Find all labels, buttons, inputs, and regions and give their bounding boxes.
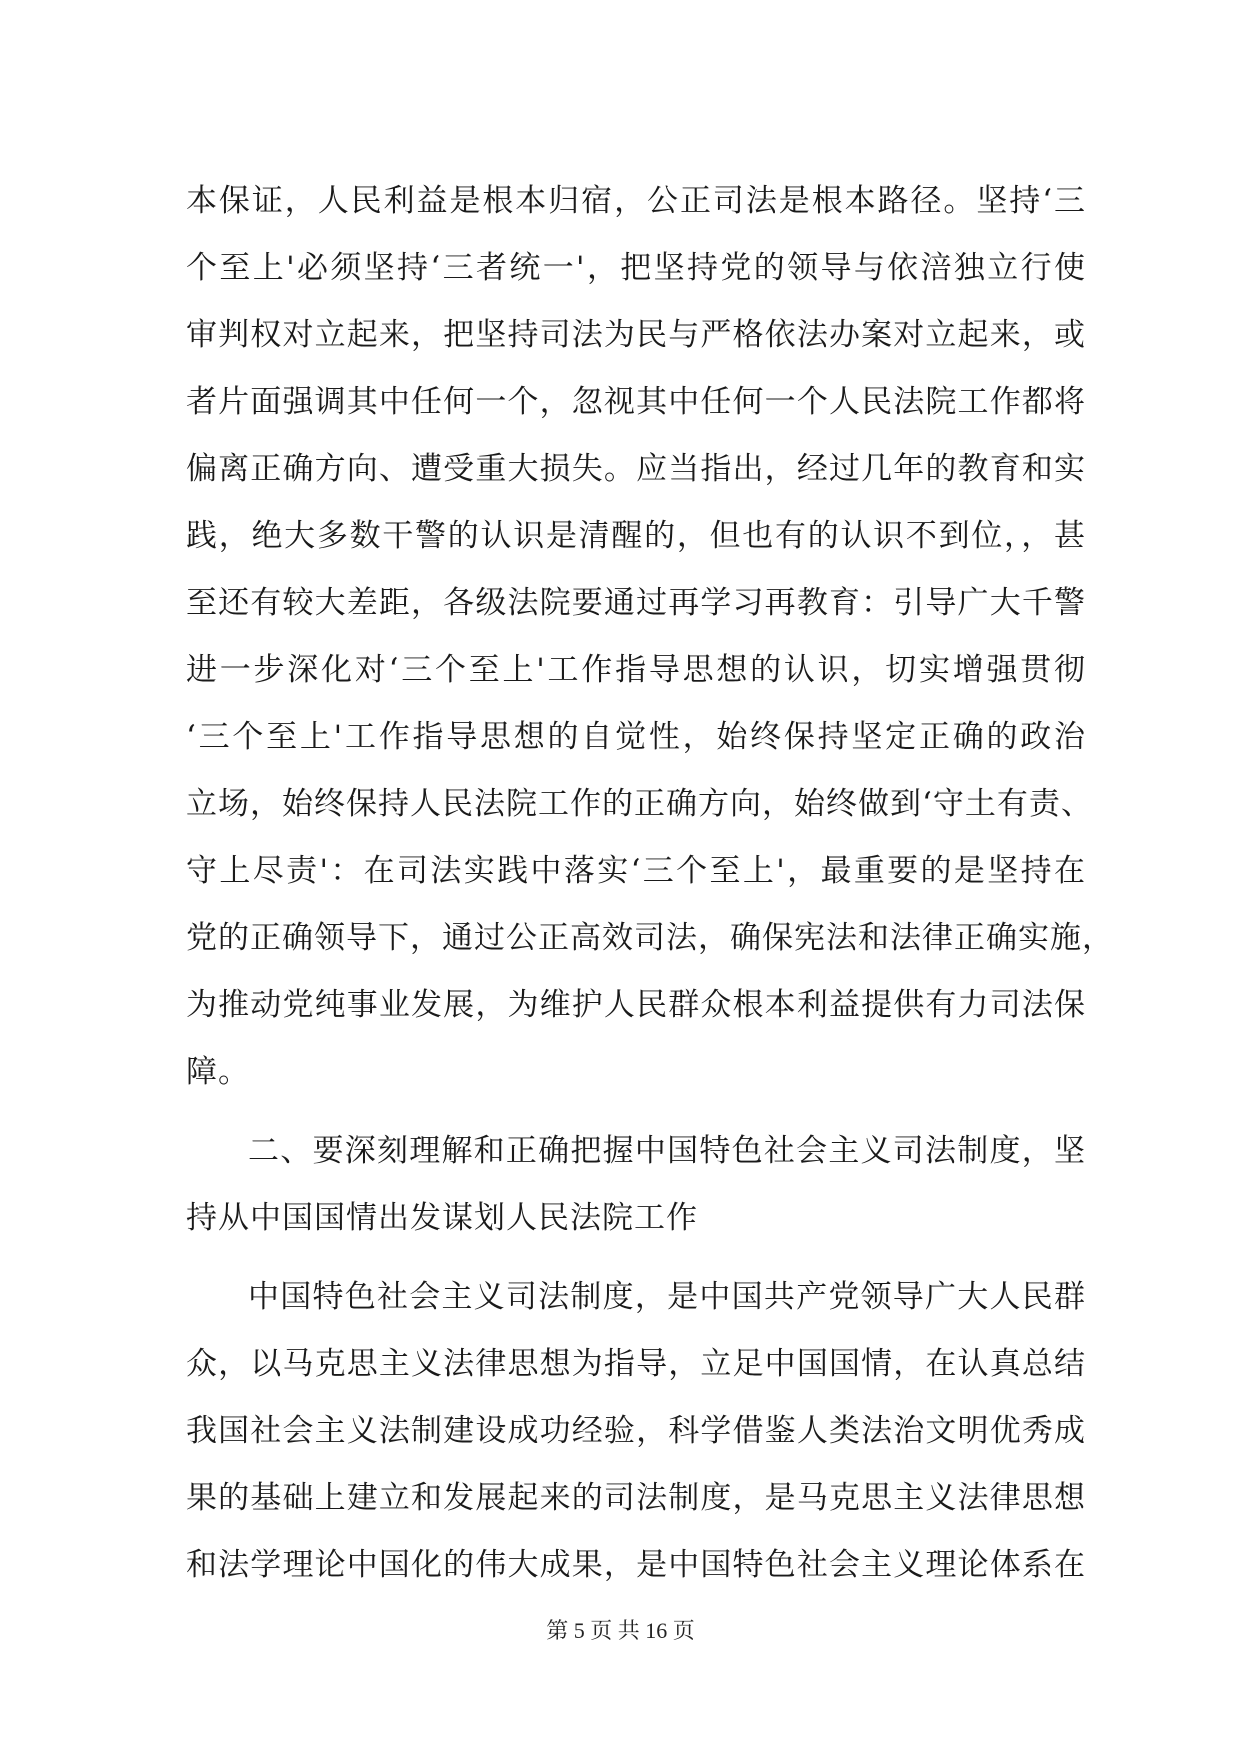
text-line: 果的基础上建立和发展起来的司法制度，是马克思主义法律思想 [186,1480,1086,1516]
heading-line: 持从中国国情出发谋划人民法院工作 [186,1200,698,1236]
paragraph-1 [186,168,1114,1106]
text-line: 我国社会主义法制建设成功经验，科学借鉴人类法治文明优秀成 [186,1413,1086,1449]
text-line: 障。 [186,1054,250,1090]
text-line: 中国特色社会主义司法制度，是中国共产党领导广大人民群 [248,1279,1086,1315]
section-heading-2 [186,1118,1086,1252]
text-line: 偏离正确方向、遭受重大损失。应当指出，经过几年的教育和实 [186,451,1086,487]
text-line: 和法学理论中国化的伟大成果，是中国特色社会主义理论体系在 [186,1547,1086,1583]
paragraph-spacer [186,1106,1086,1118]
paragraph-spacer [186,1252,1086,1264]
text-line: 践，绝大多数干警的认识是清醒的，但也有的认识不到位，，甚 [186,518,1086,554]
text-line: 立场，始终保持人民法院工作的正确方向，始终做到‘守土有责、 [186,786,1093,822]
paragraph-2 [186,1264,1086,1599]
text-line: 本保证，人民利益是根本归宿，公正司法是根本路径。坚持‘三 [186,183,1086,219]
text-line: ‘三个至上'工作指导思想的自觉性，始终保持坚定正确的政治 [186,719,1086,755]
document-body [186,168,1114,1599]
text-line: 党的正确领导下，通过公正高效司法，确保宪法和法律正确实施， [186,920,1114,956]
text-line: 进一步深化对‘三个至上'工作指导思想的认识，切实增强贯彻 [186,652,1086,688]
page-number-footer: 第 5 页 共 16 页 [546,1618,695,1643]
heading-line: 二、要深刻理解和正确把握中国特色社会主义司法制度，坚 [248,1133,1086,1169]
text-line: 众，以马克思主义法律思想为指导，立足中国国情，在认真总结 [186,1346,1086,1382]
text-line: 个至上'必须坚持‘三者统一'，把坚持党的领导与依涪独立行使 [186,250,1086,286]
text-line: 守上尽责'：在司法实践中落实‘三个至上'，最重要的是坚持在 [186,853,1086,889]
text-line: 者片面强调其中任何一个，忽视其中任何一个人民法院工作都将 [186,384,1086,420]
text-line: 为推动党纯事业发展，为维护人民群众根本利益提供有力司法保 [186,987,1086,1023]
text-line: 至还有较大差距，各级法院要通过再学习再教育：引导广大千警 [186,585,1086,621]
text-line: 审判权对立起来，把坚持司法为民与严格依法办案对立起来，或 [186,317,1086,353]
